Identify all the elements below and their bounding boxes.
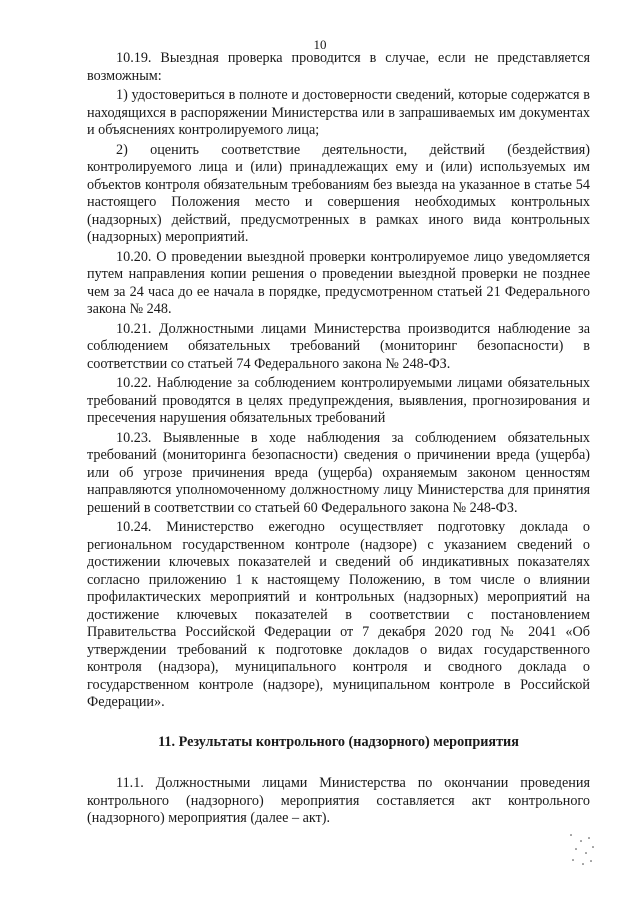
document-body — [87, 50, 590, 830]
list-item-2: 2) оценить соответствие деятельности, действий (бездействия) контролируемого лица и (или) принадлежащих ему и (или) используемых им объектов контроля обязательным требованиям без выезда на указанное в статье 54 настоящего Положения место и совершения необходимых контрольных (надзорных) действий, предусмотренных в рамках иного вида контрольных (надзорных) мероприятий. — [87, 141, 590, 245]
paragraph-10-19: 10.19. Выездная проверка проводится в случае, если не представляется возможным: — [87, 50, 590, 84]
scan-artifact-dots — [566, 832, 596, 868]
paragraph-10-24: 10.24. Министерство ежегодно осуществляет подготовку доклада о региональном государственном контроле (надзоре) с указанием сведений о достижении ключевых показателей и сведений об индикативных показателях согласно приложению 1 к настоящему Положению, в том числе о влиянии профилактических мероприятий и контрольных (надзорных) мероприятий на достижение ключевых показателей в соответствии с постановлением Правительства Российской Федерации от 7 декабря 2020 год № 2041 «Об утверждении требований к подготовке докладов о видах государственного контроля (надзора), муниципального контроля и сводного доклада о государственном контроле (надзоре), муниципальном контроле в Российской Федерации». — [87, 519, 590, 710]
paragraph-10-20: 10.20. О проведении выездной проверки контролируемое лицо уведомляется путем направления копии решения о проведении выездной проверки не позднее чем за 24 часа до ее начала в порядке, предусмотренном статьей 21 Федерального закона № 248. — [87, 248, 590, 317]
paragraph-10-22: 10.22. Наблюдение за соблюдением контролируемыми лицами обязательных требований проводятся в целях предупреждения, выявления, прогнозирования и пресечения нарушения обязательных требований — [87, 375, 590, 426]
paragraph-10-23: 10.23. Выявленные в ходе наблюдения за соблюдением обязательных требований (мониторинга безопасности) сведения о причинении вреда (ущерба) или об угрозе причинения вреда (ущерба) охраняемым законом ценностям направляются уполномоченному должностному лицу Министерства для принятия решений в соответствии со статьей 60 Федерального закона № 248-ФЗ. — [87, 429, 590, 516]
page-number: 10 — [313, 37, 327, 52]
paragraph-11-1: 11.1. Должностными лицами Министерства по окончании проведения контрольного (надзорного) мероприятия составляется акт контрольного (надзорного) мероприятия (далее – акт). — [87, 775, 590, 826]
list-item-1: 1) удостовериться в полноте и достоверности сведений, которые содержатся в находящихся в распоряжении Министерства или в запрашиваемых им документах и объяснениях контролируемого лица; — [87, 87, 590, 138]
section-heading: 11. Результаты контрольного (надзорного) мероприятия — [158, 733, 519, 750]
paragraph-10-21: 10.21. Должностными лицами Министерства производится наблюдение за соблюдением обязательных требований (мониторинг безопасности) в соответствии со статьей 74 Федерального закона № 248-ФЗ. — [87, 320, 590, 372]
